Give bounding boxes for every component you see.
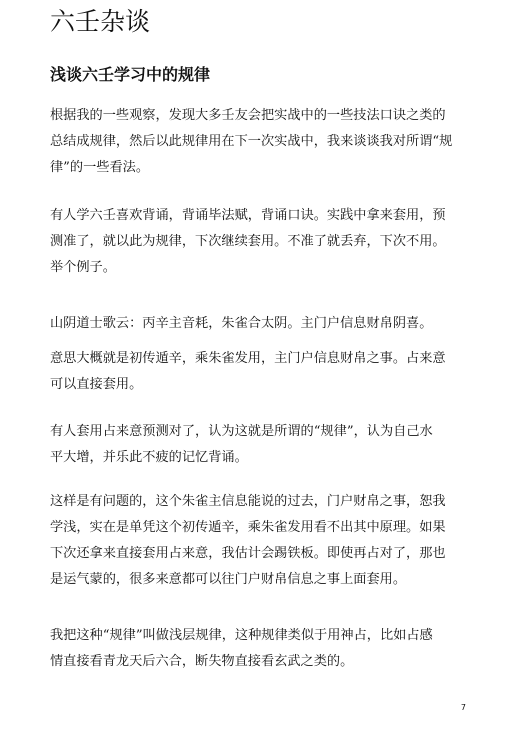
paragraph [50, 419, 433, 471]
paragraph [50, 203, 446, 281]
paragraph-line: 山阴道士歌云：丙辛主音耗，朱雀合太阴。主门户信息财帛阴喜。 [50, 316, 433, 331]
paragraph-line: 情直接看青龙天后六合，断失物直接看玄武之类的。 [50, 654, 354, 669]
paragraph-line: 律”的一些看法。 [50, 160, 150, 175]
paragraph-line: 意思大概就是初传遁辛，乘朱雀发用，主门户信息财帛之事。占来意 [50, 351, 446, 366]
paragraph-line: 总结成规律，然后以此规律用在下一次实战中，我来谈谈我对所谓“规 [50, 134, 453, 149]
paragraph [50, 489, 446, 593]
paragraph [50, 103, 452, 181]
paragraph-line: 测准了，就以此为规律，下次继续套用。不准了就丢弃，下次不用。 [50, 234, 446, 249]
paragraph-line: 这样是有问题的，这个朱雀主信息能说的过去，门户财帛之事，恕我 [50, 494, 446, 509]
paragraph [50, 311, 432, 337]
paragraph [50, 623, 433, 675]
paragraph-line: 学浅，实在是单凭这个初传遁辛，乘朱雀发用看不出其中原理。如果 [50, 520, 446, 535]
paragraph-line: 平大增，并乐此不疲的记忆背诵。 [50, 450, 248, 465]
page-title: 六壬杂谈 [50, 7, 151, 36]
section-heading: 浅谈六壬学习中的规律 [50, 65, 211, 84]
paragraph-line: 可以直接套用。 [50, 377, 143, 392]
paragraph-line: 下次还拿来直接套用占来意，我估计会踢铁板。即使再占对了，那也 [50, 546, 446, 561]
paragraph-line: 我把这种“规律”叫做浅层规律，这种规律类似于用神占，比如占感 [50, 628, 433, 643]
paragraph-line: 有人学六壬喜欢背诵，背诵毕法赋，背诵口诀。实践中拿来套用，预 [50, 208, 446, 223]
paragraph [50, 346, 446, 398]
paragraph-line: 根据我的一些观察，发现大多壬友会把实战中的一些技法口诀之类的 [50, 108, 446, 123]
paragraph-line: 举个例子。 [50, 260, 116, 275]
paragraph-line: 是运气蒙的，很多来意都可以往门户财帛信息之事上面套用。 [50, 572, 407, 587]
page-number: 7 [460, 703, 466, 712]
paragraph-line: 有人套用占来意预测对了，认为这就是所谓的“规律”，认为自己水 [50, 424, 433, 439]
